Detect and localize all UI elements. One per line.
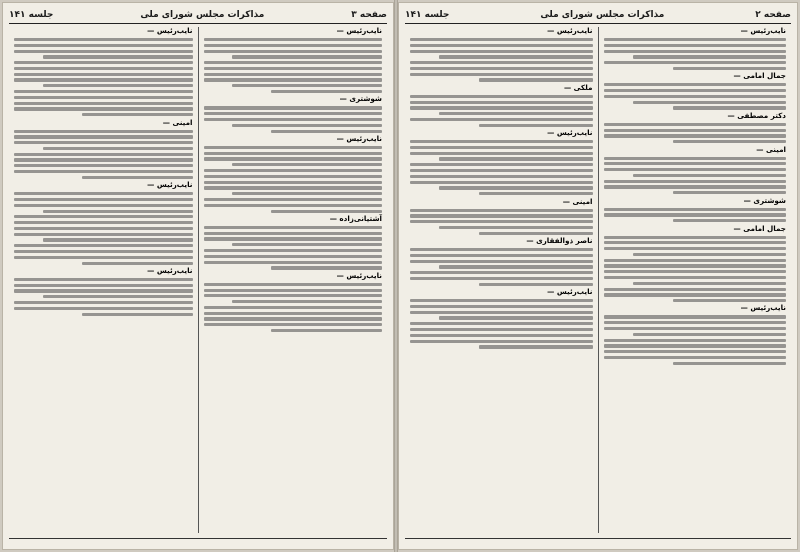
text-line-placeholder xyxy=(14,278,193,281)
text-line-placeholder xyxy=(410,169,593,172)
speech-paragraph xyxy=(410,129,593,195)
text-line-placeholder xyxy=(14,78,193,81)
text-line-placeholder xyxy=(232,163,382,166)
text-line-placeholder xyxy=(439,265,592,268)
text-line-placeholder xyxy=(14,44,193,47)
text-line-placeholder xyxy=(410,271,593,274)
text-line-placeholder xyxy=(14,192,193,195)
text-line-placeholder xyxy=(410,38,593,41)
text-line-placeholder xyxy=(604,134,787,137)
text-line-placeholder xyxy=(14,102,193,105)
text-line-placeholder xyxy=(604,129,787,132)
speaker-name: امینی — xyxy=(562,196,593,206)
text-line-placeholder xyxy=(410,175,593,178)
text-line-placeholder xyxy=(604,185,787,188)
text-line-placeholder xyxy=(271,210,382,213)
text-line-placeholder xyxy=(604,38,787,41)
text-column xyxy=(405,27,599,533)
speech-paragraph xyxy=(204,272,383,332)
text-line-placeholder xyxy=(43,238,193,241)
left-page-body xyxy=(9,27,387,533)
speech-paragraph xyxy=(604,304,787,364)
text-line-placeholder xyxy=(14,50,193,53)
text-line-placeholder xyxy=(410,73,593,76)
speaker-name: امینی — xyxy=(162,117,193,127)
speech-paragraph xyxy=(14,181,193,265)
text-line-placeholder xyxy=(479,232,592,235)
text-line-placeholder xyxy=(14,141,193,144)
speaker-name: نایب‌رئیس — xyxy=(336,270,382,280)
text-line-placeholder xyxy=(604,241,787,244)
text-line-placeholder xyxy=(410,140,593,143)
right-page-body xyxy=(405,27,791,533)
speaker-name: شوشتری — xyxy=(743,195,786,205)
speaker-name: نایب‌رئیس — xyxy=(547,287,593,297)
text-line-placeholder xyxy=(604,350,787,353)
text-line-placeholder xyxy=(604,236,787,239)
text-line-placeholder xyxy=(604,162,787,165)
text-line-placeholder xyxy=(633,282,786,285)
speaker-name: نایب‌رئیس — xyxy=(740,303,786,313)
text-line-placeholder xyxy=(14,256,193,259)
text-line-placeholder xyxy=(410,118,593,121)
text-line-placeholder xyxy=(410,101,593,104)
speech-paragraph xyxy=(604,72,787,109)
text-line-placeholder xyxy=(439,186,592,189)
text-line-placeholder xyxy=(410,305,593,308)
right-page-title: مذاکرات مجلس شورای ملی xyxy=(540,10,665,20)
text-line-placeholder xyxy=(14,301,193,304)
text-line-placeholder xyxy=(410,67,593,70)
text-line-placeholder xyxy=(204,317,383,320)
text-line-placeholder xyxy=(604,44,787,47)
speech-paragraph xyxy=(14,119,193,179)
text-line-placeholder xyxy=(204,261,383,264)
speech-paragraph xyxy=(604,27,787,70)
text-line-placeholder xyxy=(604,61,787,64)
speaker-name: نایب‌رئیس — xyxy=(547,128,593,138)
text-line-placeholder xyxy=(604,327,787,330)
text-line-placeholder xyxy=(410,106,593,109)
left-page-header xyxy=(9,7,387,24)
text-line-placeholder xyxy=(204,306,383,309)
text-line-placeholder xyxy=(232,124,382,127)
speech-paragraph xyxy=(204,95,383,132)
text-line-placeholder xyxy=(82,176,193,179)
text-line-placeholder xyxy=(604,293,787,296)
text-line-placeholder xyxy=(14,153,193,156)
text-line-placeholder xyxy=(604,247,787,250)
text-line-placeholder xyxy=(410,152,593,155)
text-line-placeholder xyxy=(204,186,383,189)
text-line-placeholder xyxy=(204,50,383,53)
speech-paragraph xyxy=(604,225,787,303)
text-line-placeholder xyxy=(204,118,383,121)
text-line-placeholder xyxy=(204,73,383,76)
text-line-placeholder xyxy=(14,164,193,167)
speaker-name: نایب‌رئیس — xyxy=(147,265,193,275)
speaker-name: ناصر ذوالفقاری — xyxy=(526,236,593,246)
text-line-placeholder xyxy=(204,146,383,149)
text-line-placeholder xyxy=(14,170,193,173)
speech-paragraph xyxy=(14,27,193,116)
text-line-placeholder xyxy=(204,44,383,47)
text-line-placeholder xyxy=(271,266,382,269)
text-line-placeholder xyxy=(204,175,383,178)
text-line-placeholder xyxy=(14,67,193,70)
speaker-name: نایب‌رئیس — xyxy=(740,27,786,35)
text-line-placeholder xyxy=(14,96,193,99)
text-line-placeholder xyxy=(82,113,193,116)
text-line-placeholder xyxy=(204,67,383,70)
left-page xyxy=(2,2,394,550)
text-line-placeholder xyxy=(271,329,382,332)
text-line-placeholder xyxy=(633,333,786,336)
text-line-placeholder xyxy=(633,174,786,177)
text-line-placeholder xyxy=(14,204,193,207)
text-line-placeholder xyxy=(604,168,787,171)
text-line-placeholder xyxy=(14,158,193,161)
text-line-placeholder xyxy=(204,249,383,252)
text-line-placeholder xyxy=(204,38,383,41)
text-line-placeholder xyxy=(479,192,592,195)
text-line-placeholder xyxy=(604,321,787,324)
text-line-placeholder xyxy=(479,124,592,127)
text-line-placeholder xyxy=(410,311,593,314)
text-line-placeholder xyxy=(14,90,193,93)
text-line-placeholder xyxy=(604,356,787,359)
text-line-placeholder xyxy=(604,213,787,216)
speaker-name: نایب‌رئیس — xyxy=(147,27,193,35)
text-line-placeholder xyxy=(604,276,787,279)
text-line-placeholder xyxy=(14,135,193,138)
text-line-placeholder xyxy=(204,323,383,326)
text-line-placeholder xyxy=(204,204,383,207)
left-page-number: صفحه ۳ xyxy=(351,10,387,20)
text-line-placeholder xyxy=(14,284,193,287)
text-line-placeholder xyxy=(633,101,786,104)
text-line-placeholder xyxy=(439,55,592,58)
text-line-placeholder xyxy=(204,255,383,258)
text-line-placeholder xyxy=(204,181,383,184)
speech-paragraph xyxy=(604,197,787,223)
text-line-placeholder xyxy=(410,163,593,166)
text-column xyxy=(199,27,388,533)
speech-paragraph xyxy=(204,27,383,93)
text-line-placeholder xyxy=(439,112,592,115)
text-line-placeholder xyxy=(204,198,383,201)
text-line-placeholder xyxy=(14,227,193,230)
text-line-placeholder xyxy=(604,288,787,291)
speech-paragraph xyxy=(204,135,383,213)
text-line-placeholder xyxy=(673,191,786,194)
right-page-number: صفحه ۲ xyxy=(755,10,791,20)
text-line-placeholder xyxy=(410,50,593,53)
speech-paragraph xyxy=(204,215,383,270)
text-line-placeholder xyxy=(43,210,193,213)
text-line-placeholder xyxy=(204,61,383,64)
text-line-placeholder xyxy=(14,38,193,41)
text-line-placeholder xyxy=(82,262,193,265)
text-line-placeholder xyxy=(439,316,592,319)
text-line-placeholder xyxy=(673,219,786,222)
speaker-name: جمال امامی — xyxy=(733,71,786,81)
text-line-placeholder xyxy=(439,157,592,160)
text-line-placeholder xyxy=(604,89,787,92)
text-line-placeholder xyxy=(204,78,383,81)
text-line-placeholder xyxy=(14,198,193,201)
text-line-placeholder xyxy=(410,44,593,47)
text-line-placeholder xyxy=(410,277,593,280)
text-line-placeholder xyxy=(439,226,592,229)
text-column xyxy=(9,27,199,533)
text-line-placeholder xyxy=(204,157,383,160)
text-line-placeholder xyxy=(204,106,383,109)
text-line-placeholder xyxy=(410,146,593,149)
speech-paragraph xyxy=(410,27,593,82)
text-line-placeholder xyxy=(604,344,787,347)
text-line-placeholder xyxy=(232,55,382,58)
text-line-placeholder xyxy=(14,107,193,110)
text-line-placeholder xyxy=(204,226,383,229)
text-line-placeholder xyxy=(673,299,786,302)
text-line-placeholder xyxy=(410,322,593,325)
text-line-placeholder xyxy=(232,243,382,246)
speech-paragraph xyxy=(410,84,593,127)
right-page xyxy=(398,2,798,550)
text-line-placeholder xyxy=(604,180,787,183)
text-line-placeholder xyxy=(410,328,593,331)
text-line-placeholder xyxy=(604,339,787,342)
text-line-placeholder xyxy=(410,209,593,212)
text-line-placeholder xyxy=(43,55,193,58)
text-line-placeholder xyxy=(14,61,193,64)
text-line-placeholder xyxy=(204,289,383,292)
text-line-placeholder xyxy=(204,112,383,115)
text-line-placeholder xyxy=(479,283,592,286)
text-line-placeholder xyxy=(14,221,193,224)
speech-paragraph xyxy=(410,237,593,286)
text-column xyxy=(599,27,792,533)
text-line-placeholder xyxy=(14,233,193,236)
text-line-placeholder xyxy=(604,315,787,318)
text-line-placeholder xyxy=(479,345,592,348)
text-line-placeholder xyxy=(14,215,193,218)
text-line-placeholder xyxy=(43,147,193,150)
right-page-footer-rule xyxy=(405,538,791,539)
text-line-placeholder xyxy=(673,67,786,70)
text-line-placeholder xyxy=(410,248,593,251)
text-line-placeholder xyxy=(410,61,593,64)
text-line-placeholder xyxy=(204,152,383,155)
text-line-placeholder xyxy=(204,237,383,240)
text-line-placeholder xyxy=(14,73,193,76)
speech-paragraph xyxy=(14,267,193,316)
text-line-placeholder xyxy=(410,214,593,217)
text-line-placeholder xyxy=(604,208,787,211)
text-line-placeholder xyxy=(604,95,787,98)
text-line-placeholder xyxy=(604,270,787,273)
text-line-placeholder xyxy=(232,192,382,195)
speaker-name: شوشتری — xyxy=(339,94,382,104)
right-page-header xyxy=(405,7,791,24)
text-line-placeholder xyxy=(204,294,383,297)
speaker-name: امینی — xyxy=(756,144,786,154)
text-line-placeholder xyxy=(204,283,383,286)
text-line-placeholder xyxy=(43,295,193,298)
text-line-placeholder xyxy=(410,95,593,98)
text-line-placeholder xyxy=(604,259,787,262)
text-line-placeholder xyxy=(410,299,593,302)
text-line-placeholder xyxy=(271,90,382,93)
text-line-placeholder xyxy=(14,130,193,133)
left-page-footer-rule xyxy=(9,538,387,539)
text-line-placeholder xyxy=(604,157,787,160)
left-page-title: مذاکرات مجلس شورای ملی xyxy=(140,10,265,20)
text-line-placeholder xyxy=(14,250,193,253)
speech-paragraph xyxy=(410,288,593,348)
speaker-name: نایب‌رئیس — xyxy=(336,27,382,35)
text-line-placeholder xyxy=(204,312,383,315)
text-line-placeholder xyxy=(14,307,193,310)
text-line-placeholder xyxy=(604,123,787,126)
text-line-placeholder xyxy=(633,55,786,58)
speech-paragraph xyxy=(604,112,787,144)
speaker-name: دکتر مصطفی — xyxy=(727,110,786,120)
text-line-placeholder xyxy=(410,334,593,337)
text-line-placeholder xyxy=(232,300,382,303)
speech-paragraph xyxy=(410,198,593,235)
text-line-placeholder xyxy=(204,169,383,172)
text-line-placeholder xyxy=(410,340,593,343)
text-line-placeholder xyxy=(604,83,787,86)
text-line-placeholder xyxy=(14,244,193,247)
speaker-name: جمال امامی — xyxy=(733,223,786,233)
text-line-placeholder xyxy=(14,289,193,292)
speaker-name: نایب‌رئیس — xyxy=(336,133,382,143)
text-line-placeholder xyxy=(410,220,593,223)
right-page-session: جلسه ۱۴۱ xyxy=(405,10,450,20)
speaker-name: ملکی — xyxy=(563,82,593,92)
left-page-session: جلسه ۱۴۱ xyxy=(9,10,54,20)
text-line-placeholder xyxy=(43,84,193,87)
text-line-placeholder xyxy=(82,313,193,316)
text-line-placeholder xyxy=(232,84,382,87)
text-line-placeholder xyxy=(410,254,593,257)
text-line-placeholder xyxy=(410,181,593,184)
text-line-placeholder xyxy=(204,232,383,235)
speaker-name: نایب‌رئیس — xyxy=(147,180,193,190)
speaker-name: آشتیانی‌زاده — xyxy=(329,213,382,223)
text-line-placeholder xyxy=(479,78,592,81)
text-line-placeholder xyxy=(410,260,593,263)
text-line-placeholder xyxy=(673,362,786,365)
text-line-placeholder xyxy=(271,130,382,133)
text-line-placeholder xyxy=(633,253,786,256)
speech-paragraph xyxy=(604,146,787,195)
text-line-placeholder xyxy=(604,50,787,53)
text-line-placeholder xyxy=(673,106,786,109)
text-line-placeholder xyxy=(673,140,786,143)
text-line-placeholder xyxy=(604,264,787,267)
speaker-name: نایب‌رئیس — xyxy=(547,27,593,35)
